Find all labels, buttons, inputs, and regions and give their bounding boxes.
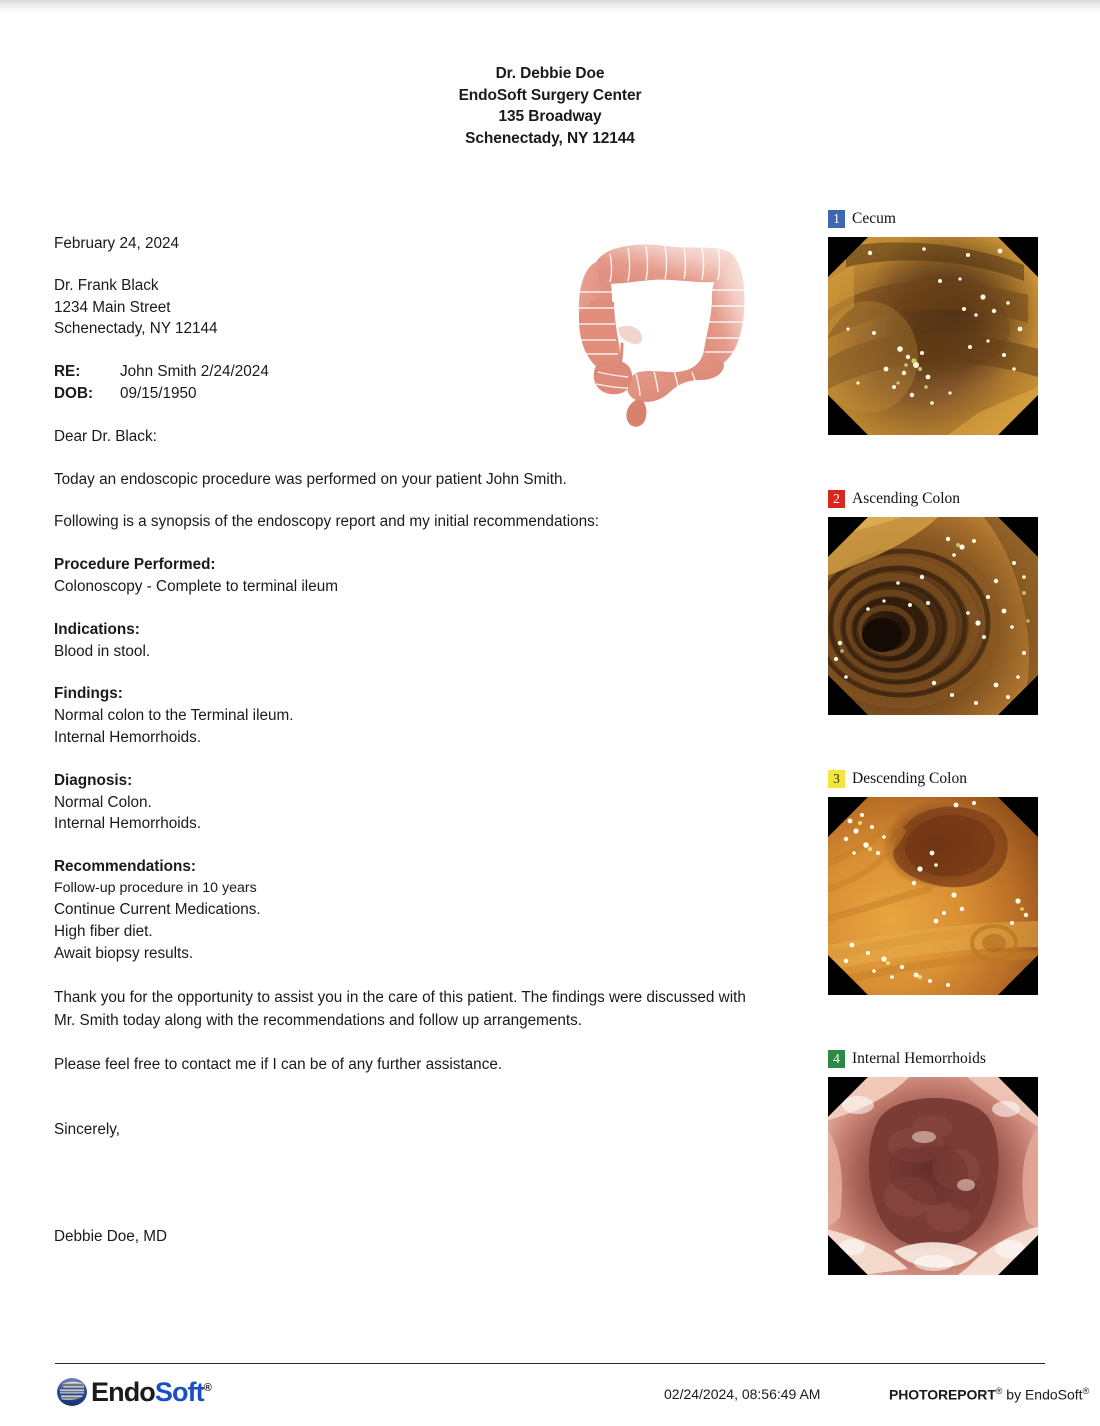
endoscopic-image-descending-colon[interactable] (828, 797, 1038, 995)
photo-label: Internal Hemorrhoids (852, 1050, 986, 1067)
sincerely-line: Sincerely, (54, 1120, 121, 1138)
diagnosis-line: Normal Colon. (54, 793, 152, 811)
endoscopic-photo-column (828, 210, 1040, 1275)
photo-number-badge: 2 (828, 490, 845, 508)
photo-caption (828, 1050, 1040, 1068)
thank-you-paragraph: Thank you for the opportunity to assist you in the care of this patient. The findings were discussed with Mr. Smith today along with the recommendations and follow up arrangements. (54, 988, 746, 1029)
photo-number-badge: 4 (828, 1050, 845, 1068)
photo-item (828, 490, 1040, 715)
footer-product-brand (889, 1386, 1089, 1403)
findings-line: Normal colon to the Terminal ileum. (54, 707, 294, 725)
footer-brand-registered-mark: ® (1082, 1386, 1090, 1396)
indications-value: Blood in stool. (54, 642, 151, 660)
re-value: John Smith 2/24/2024 (120, 363, 269, 381)
diagnosis-section (54, 770, 769, 835)
letterhead-street: 135 Broadway (498, 108, 602, 125)
endosoft-logo-text (91, 1376, 211, 1407)
photo-label: Descending Colon (852, 770, 967, 787)
photo-caption (828, 770, 1040, 788)
letterhead (0, 63, 1100, 149)
photo-item (828, 770, 1040, 995)
dob-value: 09/15/1950 (120, 384, 197, 402)
diagnosis-line: Internal Hemorrhoids. (54, 815, 202, 833)
diagnosis-heading: Diagnosis: (54, 771, 133, 789)
photo-caption (828, 210, 1040, 228)
logo-endo-text: Endo (91, 1376, 155, 1407)
endosoft-logo (55, 1376, 211, 1408)
re-label: RE: (54, 363, 81, 381)
recipient-street: 1234 Main Street (54, 298, 171, 316)
findings-heading: Findings: (54, 685, 123, 703)
indications-section (54, 619, 769, 663)
endosoft-logo-mark (55, 1376, 89, 1408)
letterhead-doctor-name: Dr. Debbie Doe (495, 65, 605, 82)
contact-paragraph: Please feel free to contact me if I can be of any further assistance. (54, 1055, 503, 1073)
recommendation-line: Continue Current Medications. (54, 901, 261, 919)
letterhead-city-state-zip: Schenectady, NY 12144 (465, 129, 635, 147)
footer-divider (55, 1363, 1045, 1364)
indications-heading: Indications: (54, 620, 140, 638)
footer-timestamp: 02/24/2024, 08:56:49 AM (664, 1386, 821, 1402)
recommendation-line: High fiber diet. (54, 922, 153, 940)
photo-number-badge: 3 (828, 770, 845, 788)
photo-number-badge: 1 (828, 210, 845, 228)
endoscopic-image-cecum[interactable] (828, 237, 1038, 435)
recipient-name: Dr. Frank Black (54, 276, 159, 294)
recipient-city-state-zip: Schenectady, NY 12144 (54, 320, 218, 338)
photo-label: Ascending Colon (852, 490, 961, 507)
recommendation-line: Follow-up procedure in 10 years (54, 879, 257, 896)
procedure-performed-heading: Procedure Performed: (54, 556, 216, 574)
dob-label: DOB: (54, 384, 94, 402)
intro-paragraph: Today an endoscopic procedure was performed on your patient John Smith. (54, 470, 567, 488)
footer-product-name: PHOTOREPORT (889, 1386, 996, 1403)
findings-line: Internal Hemorrhoids. (54, 728, 202, 746)
photo-item (828, 1050, 1040, 1275)
photo-item (828, 210, 1040, 435)
recommendations-heading: Recommendations: (54, 858, 196, 876)
page-top-edge-shadow (0, 0, 1100, 14)
letterhead-facility-name: EndoSoft Surgery Center (458, 86, 642, 104)
colon-anatomy-illustration (566, 232, 758, 428)
photo-label: Cecum (852, 210, 896, 227)
photo-caption (828, 490, 1040, 508)
recommendations-section (54, 856, 769, 964)
salutation: Dear Dr. Black: (54, 427, 157, 445)
findings-section (54, 683, 769, 748)
logo-registered-mark: ® (203, 1381, 211, 1394)
synopsis-paragraph: Following is a synopsis of the endoscopy report and my initial recommendations: (54, 513, 600, 531)
endoscopic-image-internal-hemorrhoids[interactable] (828, 1077, 1038, 1275)
footer-brand-by: by EndoSoft (1002, 1386, 1083, 1403)
procedure-performed-section (54, 554, 769, 598)
endoscopic-image-ascending-colon[interactable] (828, 517, 1038, 715)
footer (0, 1372, 1100, 1422)
footer-product-registered-mark: ® (995, 1386, 1003, 1396)
signature-line: Debbie Doe, MD (54, 1228, 168, 1246)
procedure-performed-value: Colonoscopy - Complete to terminal ileum (54, 577, 338, 595)
letter-date: February 24, 2024 (54, 235, 180, 252)
recommendation-line: Await biopsy results. (54, 944, 194, 962)
logo-soft-text: Soft (154, 1376, 204, 1407)
